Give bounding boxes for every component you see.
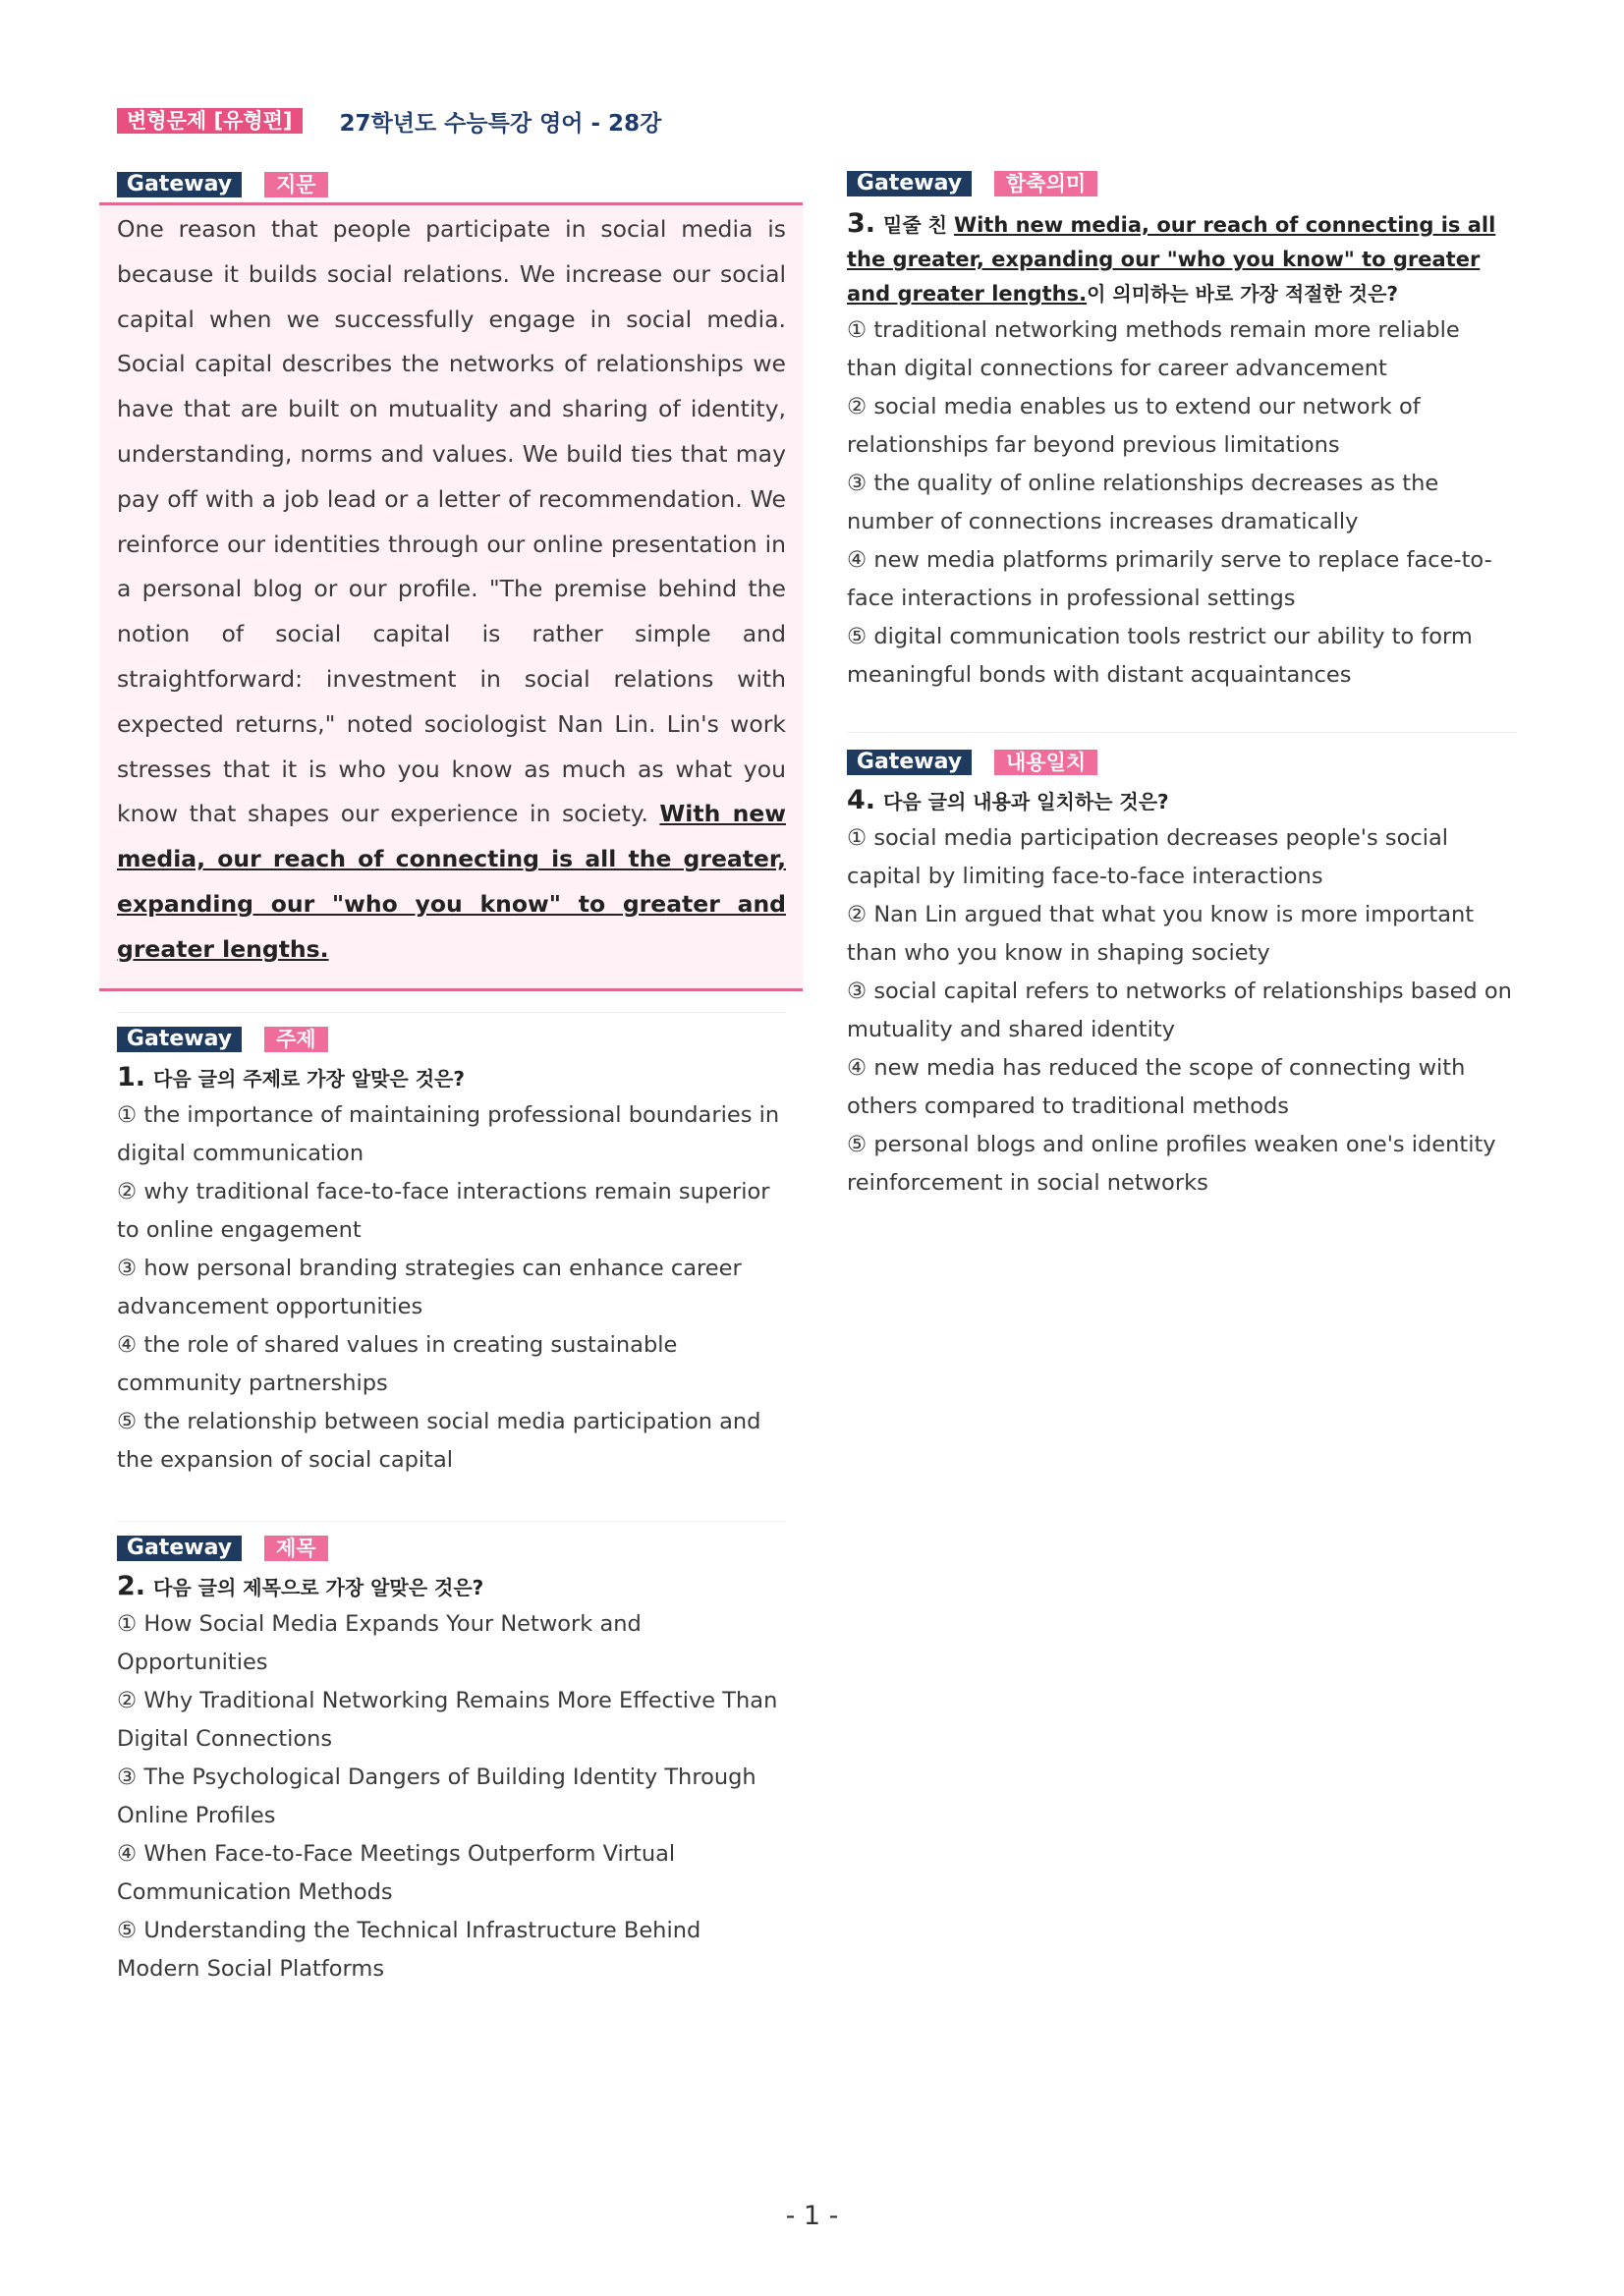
section-label: 내용일치 [994,750,1097,775]
question-underlined-phrase: With new media, our reach of connecting is all the greater, expanding our "who you know" to greater and greater lengths. [847,213,1496,306]
question-title [117,1573,786,1601]
option-3[interactable]: ③ social capital refers to networks of relationships based on mutuality and shared identity [847,979,1512,1042]
option-4[interactable]: ④ new media platforms primarily serve to replace face-to-face interactions in professional settings [847,547,1492,611]
question-2 [117,1536,786,1988]
option-4[interactable]: ④ When Face-to-Face Meetings Outperform Virtual Communication Methods [117,1841,676,1905]
passage-heading [117,172,786,197]
options-list [117,1605,786,1988]
question-text: 다음 글의 제목으로 가장 알맞은 것은? [153,1576,484,1599]
question-number: 2. [117,1571,146,1601]
passage-body: One reason that people participate in social media is because it builds social relations. We increase our social capital when we successfully engage in social media. Social capital describes the networks of relationships we have that are built on mutuality and sharing of identity, understanding, norms and values. We build ties that may pay off with a job lead or a letter of recommendation. We reinforce our identities through our online presentation in a personal blog or our profile. "The premise behind the notion of social capital is rather simple and straightforward: investment in social relations with expected returns," noted sociologist Nan Lin. Lin's work stresses that it is who you know as much as what you know that shapes our experience in society. [117,215,786,828]
question-text: 다음 글의 주제로 가장 알맞은 것은? [153,1067,465,1091]
header-tag: 변형문제 [유형편] [117,108,303,134]
section-label: 함축의미 [994,171,1097,196]
question-number: 3. [847,208,876,239]
options-list [847,819,1517,1203]
question-title [847,787,1517,815]
question-1 [117,1027,786,1480]
option-4[interactable]: ④ the role of shared values in creating sustainable community partnerships [117,1332,678,1396]
passage-underlined-sentence: With new media, our reach of connecting is all the greater, expanding our "who you know" to greater and greater lengths. [117,800,786,963]
gateway-label: Gateway [117,1027,242,1052]
divider [117,1012,786,1013]
question-suffix: 이 의미하는 바로 가장 적절한 것은? [1087,282,1399,306]
option-2[interactable]: ② social media enables us to extend our network of relationships far beyond previous limitations [847,394,1421,458]
gateway-label: Gateway [117,172,242,197]
option-5[interactable]: ⑤ Understanding the Technical Infrastructure Behind Modern Social Platforms [117,1918,701,1982]
section-label: 지문 [264,172,328,197]
question-3 [847,171,1517,695]
option-1[interactable]: ① traditional networking methods remain more reliable than digital connections for career advancement [847,317,1460,381]
option-2[interactable]: ② why traditional face-to-face interactions remain superior to online engagement [117,1179,770,1243]
option-5[interactable]: ⑤ personal blogs and online profiles weaken one's identity reinforcement in social networks [847,1132,1496,1196]
option-4[interactable]: ④ new media has reduced the scope of connecting with others compared to traditional methods [847,1055,1466,1119]
question-text: 다음 글의 내용과 일치하는 것은? [883,790,1169,813]
gateway-label: Gateway [847,750,972,775]
option-3[interactable]: ③ the quality of online relationships decreases as the number of connections increases dramatically [847,471,1439,534]
question-prefix: 밑줄 친 [883,213,954,237]
option-3[interactable]: ③ how personal branding strategies can enhance career advancement opportunities [117,1256,742,1319]
option-1[interactable]: ① social media participation decreases people's social capital by limiting face-to-face interactions [847,825,1448,889]
option-1[interactable]: ① How Social Media Expands Your Network and Opportunities [117,1611,642,1675]
question-number: 1. [117,1062,146,1092]
option-3[interactable]: ③ The Psychological Dangers of Building Identity Through Online Profiles [117,1764,756,1828]
option-2[interactable]: ② Nan Lin argued that what you know is more important than who you know in shaping society [847,902,1475,966]
header-title: 27학년도 수능특강 영어 - 28강 [339,110,662,137]
option-1[interactable]: ① the importance of maintaining professional boundaries in digital communication [117,1102,780,1166]
gateway-label: Gateway [117,1536,242,1561]
question-title [847,206,1517,311]
page-header [117,104,661,138]
page-number: - 1 - [785,2201,839,2231]
question-number: 4. [847,785,876,815]
option-2[interactable]: ② Why Traditional Networking Remains More Effective Than Digital Connections [117,1688,778,1752]
section-label: 주제 [264,1027,328,1052]
divider [847,732,1517,733]
options-list [847,311,1517,695]
options-list [117,1096,786,1480]
question-4 [847,750,1517,1203]
question-title [117,1064,786,1092]
section-label: 제목 [264,1536,328,1561]
option-5[interactable]: ⑤ digital communication tools restrict our ability to form meaningful bonds with distant acquaintances [847,624,1473,688]
option-5[interactable]: ⑤ the relationship between social media participation and the expansion of social capital [117,1409,761,1473]
gateway-label: Gateway [847,171,972,196]
passage-text [117,207,786,973]
divider [117,1521,786,1522]
